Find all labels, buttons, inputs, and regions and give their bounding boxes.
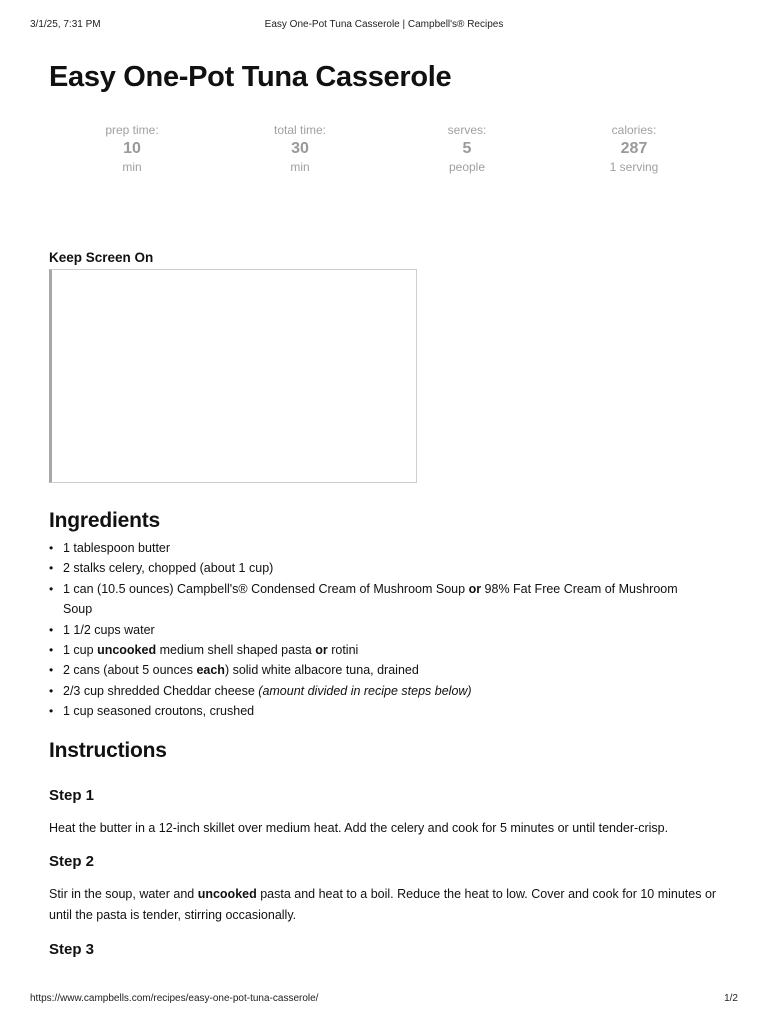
ingredient-text: 1 tablespoon butter xyxy=(63,541,171,555)
ingredient-item xyxy=(49,701,709,721)
print-header xyxy=(30,19,738,33)
ingredients-heading: Ingredients xyxy=(49,509,160,532)
print-date: 3/1/25, 7:31 PM xyxy=(30,19,101,30)
keep-screen-on-toggle[interactable] xyxy=(49,269,417,483)
step-1-title: Step 1 xyxy=(49,787,95,804)
ingredient-emphasis: or xyxy=(468,581,482,596)
stat-total-time xyxy=(220,122,380,175)
ingredients-list xyxy=(49,538,709,722)
stat-unit: min xyxy=(122,160,142,174)
ingredient-text: ) solid white albacore tuna, drained xyxy=(224,663,419,678)
stat-value: 30 xyxy=(291,140,309,157)
ingredient-emphasis: or xyxy=(315,643,328,658)
ingredient-item xyxy=(49,620,709,640)
ingredient-note: (amount divided in recipe steps below) xyxy=(258,683,472,698)
stat-label: calories: xyxy=(611,123,657,137)
ingredient-text: 1 cup seasoned croutons, crushed xyxy=(63,704,255,719)
step-text-emphasis: uncooked xyxy=(197,887,257,901)
stat-calories xyxy=(554,122,714,175)
stat-unit: 1 serving xyxy=(609,160,659,174)
recipe-stats xyxy=(49,122,719,178)
ingredient-text: 2 stalks celery, chopped (about 1 cup) xyxy=(63,561,274,576)
stat-unit: min xyxy=(290,160,310,174)
stat-value: 5 xyxy=(462,140,472,157)
recipe-title: Easy One-Pot Tuna Casserole xyxy=(49,61,452,93)
ingredient-item xyxy=(49,660,709,680)
ingredient-text: medium shell shaped pasta xyxy=(156,643,316,658)
keep-screen-on-label: Keep Screen On xyxy=(49,250,154,265)
ingredient-text: 2/3 cup shredded Cheddar cheese xyxy=(63,683,259,698)
ingredient-item xyxy=(49,558,709,578)
stat-serves xyxy=(387,122,547,175)
ingredient-item xyxy=(49,681,709,701)
stat-prep-time xyxy=(52,122,212,175)
print-page-number: 1/2 xyxy=(724,993,738,1004)
stat-label: total time: xyxy=(273,123,327,137)
stat-value: 10 xyxy=(123,140,141,157)
print-footer xyxy=(30,993,738,1007)
print-page-title: Easy One-Pot Tuna Casserole | Campbell's® Recipes xyxy=(264,19,504,30)
ingredient-text: 98% Fat Free Cream of Mushroom Soup xyxy=(63,581,678,617)
step-3-title: Step 3 xyxy=(49,941,95,958)
ingredient-text: 2 cans (about 5 ounces xyxy=(63,663,197,678)
step-text-part: Stir in the soup, water and xyxy=(49,887,198,901)
ingredient-item xyxy=(49,640,709,660)
step-text-part: pasta and heat to a boil. Reduce the heat to low. Cover and cook for 10 minutes or until the pasta is tender, stirring occasionally. xyxy=(49,887,717,922)
step-1-text: Heat the butter in a 12-inch skillet over medium heat. Add the celery and cook for 5 minutes or until tender-crisp. xyxy=(49,821,669,835)
ingredient-emphasis: uncooked xyxy=(97,643,157,658)
ingredient-text: 1 1/2 cups water xyxy=(63,622,155,637)
stat-label: prep time: xyxy=(105,123,159,137)
ingredient-item xyxy=(49,538,709,558)
instructions-heading: Instructions xyxy=(49,739,167,762)
print-url: https://www.campbells.com/recipes/easy-one-pot-tuna-casserole/ xyxy=(30,993,319,1004)
ingredient-text: 1 can (10.5 ounces) Campbell's® Condensed Cream of Mushroom Soup xyxy=(63,581,469,596)
stat-unit: people xyxy=(448,160,486,174)
stat-label: serves: xyxy=(447,123,487,137)
step-2-text xyxy=(49,884,717,925)
ingredient-emphasis: each xyxy=(196,663,225,678)
stat-value: 287 xyxy=(620,140,648,157)
ingredient-text: 1 cup xyxy=(63,643,98,658)
ingredient-item xyxy=(49,579,709,620)
ingredient-text: rotini xyxy=(327,643,359,658)
step-2-title: Step 2 xyxy=(49,853,95,870)
